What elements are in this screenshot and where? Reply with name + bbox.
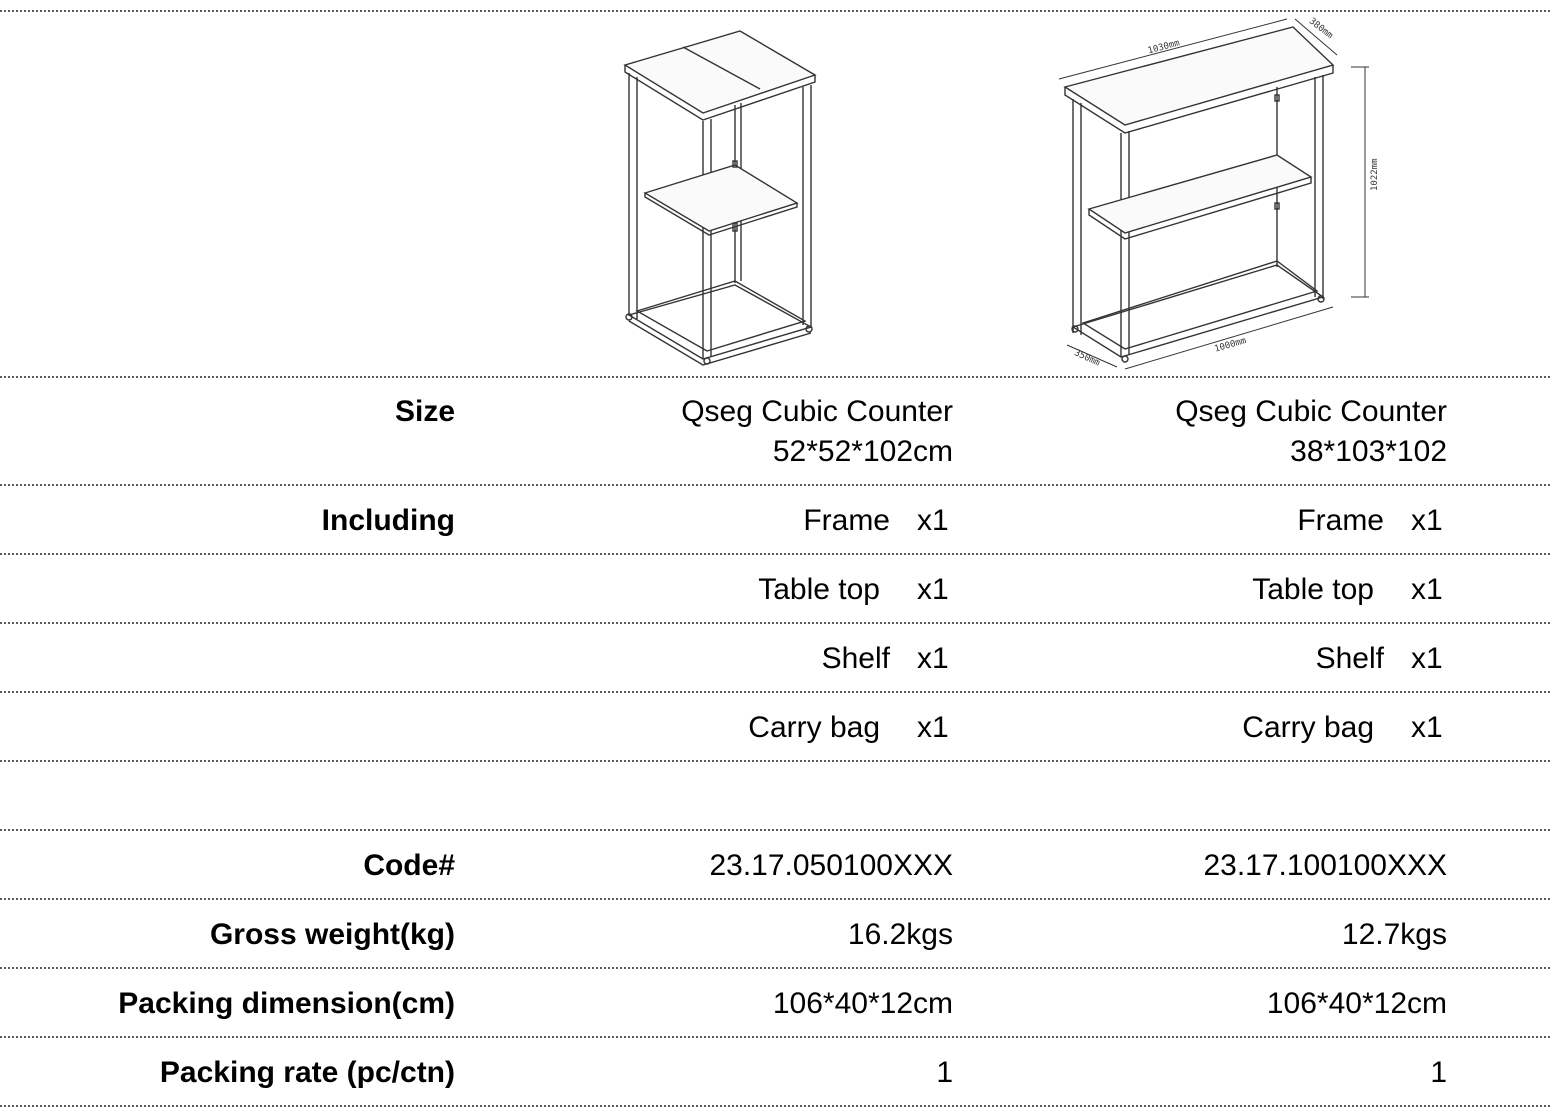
item-qty: x1 bbox=[917, 504, 949, 537]
row-divider bbox=[0, 898, 1550, 900]
row-divider bbox=[0, 1036, 1550, 1038]
cubic-counter-103-drawing bbox=[1055, 15, 1385, 375]
item-name: Shelf bbox=[821, 642, 890, 675]
packing-rate-label: Packing rate (pc/ctn) bbox=[159, 1056, 455, 1089]
item-qty: x1 bbox=[917, 573, 949, 606]
item-name: Shelf bbox=[1315, 642, 1384, 675]
item-qty: x1 bbox=[1411, 504, 1443, 537]
row-divider bbox=[0, 10, 1550, 12]
row-divider bbox=[0, 484, 1550, 486]
row-divider bbox=[0, 553, 1550, 555]
item-qty: x1 bbox=[917, 711, 949, 744]
row-divider bbox=[0, 967, 1550, 969]
packing-dimension-col1: 106*40*12cm bbox=[772, 987, 953, 1020]
dimension-label: 1000mm bbox=[1213, 336, 1248, 355]
dimension-label: 380mm bbox=[1306, 16, 1335, 42]
row-divider bbox=[0, 829, 1550, 831]
packing-dimension-label: Packing dimension(cm) bbox=[118, 987, 455, 1020]
gross-weight-label: Gross weight(kg) bbox=[209, 918, 455, 951]
row-divider bbox=[0, 691, 1550, 693]
size-label: Size bbox=[394, 395, 455, 428]
code-col1: 23.17.050100XXX bbox=[709, 849, 953, 882]
item-qty: x1 bbox=[1411, 711, 1443, 744]
item-name: Carry bag bbox=[1242, 711, 1374, 744]
dimension-label: 1030mm bbox=[1146, 38, 1181, 57]
row-divider bbox=[0, 376, 1550, 378]
size-col1-name: Qseg Cubic Counter bbox=[681, 395, 953, 428]
item-name: Table top bbox=[1252, 573, 1374, 606]
code-col2: 23.17.100100XXX bbox=[1203, 849, 1447, 882]
code-label: Code# bbox=[363, 849, 455, 882]
row-divider bbox=[0, 622, 1550, 624]
item-qty: x1 bbox=[1411, 573, 1443, 606]
row-divider bbox=[0, 760, 1550, 762]
item-name: Carry bag bbox=[748, 711, 880, 744]
gross-weight-col2: 12.7kgs bbox=[1341, 918, 1447, 951]
dimension-label: 350mm bbox=[1072, 348, 1102, 369]
including-label: Including bbox=[321, 504, 455, 537]
item-name: Frame bbox=[803, 504, 890, 537]
item-qty: x1 bbox=[1411, 642, 1443, 675]
row-divider bbox=[0, 1105, 1550, 1107]
gross-weight-col1: 16.2kgs bbox=[847, 918, 953, 951]
item-qty: x1 bbox=[917, 642, 949, 675]
dimension-label: 1022mm bbox=[1370, 158, 1380, 191]
packing-rate-col2: 1 bbox=[1430, 1056, 1447, 1089]
size-col1-dimensions: 52*52*102cm bbox=[772, 435, 953, 468]
size-col2-name: Qseg Cubic Counter bbox=[1175, 395, 1447, 428]
cubic-counter-52-drawing bbox=[615, 25, 825, 370]
packing-rate-col1: 1 bbox=[936, 1056, 953, 1089]
size-col2-dimensions: 38*103*102 bbox=[1290, 435, 1447, 468]
packing-dimension-col2: 106*40*12cm bbox=[1266, 987, 1447, 1020]
item-name: Frame bbox=[1297, 504, 1384, 537]
item-name: Table top bbox=[758, 573, 880, 606]
